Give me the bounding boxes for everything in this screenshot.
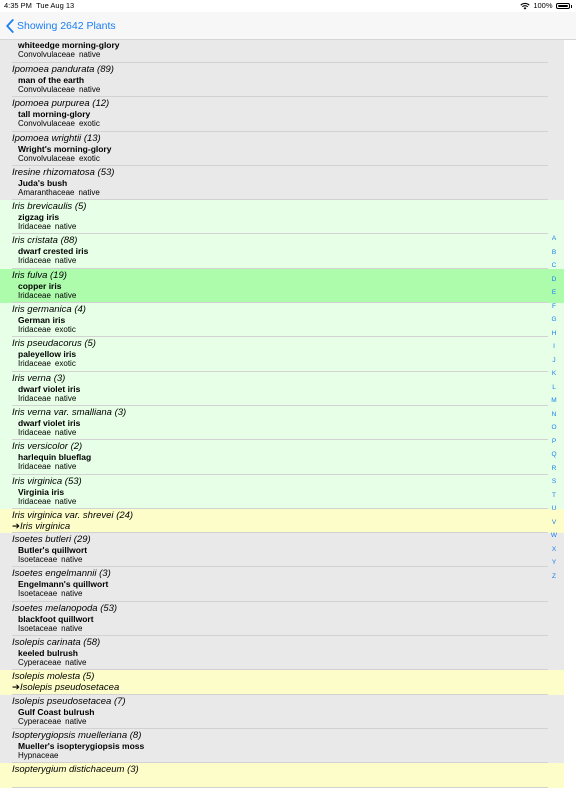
scientific-name [12,97,564,109]
plant-row[interactable] [0,337,564,371]
nativity-status: native [54,462,77,472]
plant-row[interactable] [0,729,564,763]
family-name: Hypnaceae [18,750,59,760]
accepted-name-link: ➔Isolepis pseudosetacea [12,682,120,694]
observation-count: (5) [82,671,95,683]
nativity-status: native [61,623,83,633]
scientific-name-text: Isolepis carinata [12,637,81,649]
family-name: Cyperaceae [18,716,62,726]
synonym-row[interactable] [0,670,564,694]
index-letter-p[interactable]: P [551,437,557,445]
index-letter-k[interactable]: K [551,370,557,377]
family-line [12,589,564,599]
family-name: Iridaceae [18,256,51,266]
index-letter-o[interactable]: O [551,424,557,431]
observation-count: (2) [70,441,83,453]
scientific-name-text: Iris cristata [12,235,58,247]
nativity-status: native [78,187,100,197]
index-letter-s[interactable]: S [551,478,557,485]
observation-count: (29) [73,534,91,546]
family-name: Iridaceae [18,359,51,369]
plant-row[interactable] [0,63,564,97]
nativity-status: native [78,50,101,59]
family-line [12,291,564,301]
family-name: Iridaceae [18,496,51,506]
plant-row[interactable] [0,166,564,200]
status-date-text: Tue Aug 13 [36,1,75,10]
nativity-status: exotic [78,153,100,163]
index-letter-h[interactable]: H [551,329,557,337]
index-letter-e[interactable]: E [551,289,557,296]
index-letter-x[interactable]: X [551,545,557,553]
family-name: Iridaceae [18,325,51,335]
scientific-name [12,440,564,452]
observation-count: (88) [60,235,78,247]
family-line [12,325,564,335]
scientific-name-text: Iris brevicaulis [12,201,73,213]
back-button[interactable] [6,17,116,35]
family-name: Isoetaceae [18,623,58,633]
observation-count: (5) [74,201,87,213]
observation-count: (13) [83,132,101,144]
scientific-name [12,509,564,521]
common-name: blackfoot quillwort [18,613,94,624]
scientific-name-text: Isoetes butleri [12,534,72,546]
common-name: dwarf crested iris [18,246,89,257]
status-right [520,0,572,12]
family-name: Iridaceae [18,222,51,232]
back-button-label: Showing 2642 Plants [17,20,116,32]
scientific-name-text: Ipomoea wrightii [12,132,82,144]
scientific-name [12,636,564,648]
common-name: dwarf violet iris [18,383,81,394]
scientific-name [12,695,564,707]
scientific-name [12,132,564,144]
plant-row[interactable] [0,406,564,440]
family-line [12,256,564,266]
scientific-name [12,303,564,315]
observation-count: (5) [84,338,96,350]
common-name: copper iris [18,280,62,291]
synonym-row[interactable] [0,763,564,787]
nativity-status: native [54,290,77,300]
scientific-name-text: Isopterygium distichaceum [12,764,125,776]
observation-count: (89) [97,64,114,75]
family-name: Iridaceae [18,462,51,472]
index-letter-u[interactable]: U [551,505,557,512]
family-name: Isoetaceae [18,589,58,599]
family-line [12,462,564,472]
family-line [12,717,564,727]
plant-row[interactable] [0,475,564,509]
scientific-name-text: Iris verna [12,372,52,384]
family-line [12,188,564,198]
nativity-status: native [78,85,101,94]
family-line [12,497,564,507]
scientific-name [12,234,564,246]
index-letter-z[interactable]: Z [552,572,556,580]
status-time-text: 4:35 PM [4,1,32,10]
family-line [12,751,564,761]
family-line [12,85,564,95]
scientific-name-text: Isoetes engelmannii [12,568,97,580]
index-letter-c[interactable]: C [551,262,557,269]
index-letter-d[interactable]: D [551,275,557,283]
plant-row[interactable] [0,567,564,601]
common-name: Mueller's isopterygiopsis moss [18,740,145,751]
nativity-status: native [65,716,87,726]
scientific-name-text: Iris verna var. smalliana [12,406,112,418]
scientific-name [12,602,564,614]
family-line [12,119,564,129]
plant-row[interactable] [0,372,564,406]
family-name: Amaranthaceae [18,187,75,197]
family-name: Isoetaceae [18,555,58,565]
wifi-icon [520,2,530,10]
nativity-status: native [65,658,87,668]
family-line [12,428,564,438]
nativity-status: exotic [78,119,100,129]
common-name: Butler's quillwort [18,545,88,556]
common-name: German iris [18,315,66,326]
common-name: Wright's morning-glory [18,143,112,154]
nativity-status: native [54,256,77,266]
scientific-name-text: Iris pseudacorus [12,338,82,350]
plant-row[interactable] [0,602,564,636]
observation-count: (7) [113,695,126,707]
nativity-status: native [54,496,77,506]
scientific-name [12,475,564,487]
index-letter-f[interactable]: F [552,302,556,310]
family-name: Convolvulaceae [18,119,75,129]
scientific-name-text: Iris versicolor [12,441,68,453]
battery-percent: 100% [533,1,553,10]
plant-row[interactable] [0,234,564,268]
scientific-name-text: Ipomoea pandurata [12,64,95,75]
index-letter-l[interactable]: L [552,383,556,391]
status-bar [0,0,576,12]
family-name: Convolvulaceae [18,153,75,163]
observation-count: (3) [114,406,127,418]
observation-count: (4) [74,304,86,316]
plant-row[interactable] [0,269,564,303]
scientific-name-text: Isolepis molesta [12,671,81,683]
family-name: Cyperaceae [18,658,62,668]
common-name: dwarf violet iris [18,417,81,428]
scientific-name-text: Isolepis pseudosetacea [12,695,112,707]
index-letter-r[interactable]: R [551,464,557,472]
common-name: whiteedge morning-glory [18,40,120,50]
alphabet-index[interactable] [548,232,560,583]
plant-row[interactable] [0,440,564,474]
scientific-name-text: Ipomoea purpurea [12,98,90,110]
scientific-name [12,406,564,418]
scientific-name [12,372,564,384]
observation-count: (3) [99,568,111,580]
nav-bar [0,12,576,40]
scientific-name-text: Iresine rhizomatosa [12,166,95,178]
common-name: Engelmann's quillwort [18,579,109,590]
observation-count: (53) [100,602,118,614]
index-letter-b[interactable]: B [551,248,557,256]
family-line [12,359,564,369]
family-name: Iridaceae [18,290,51,300]
index-letter-m[interactable]: M [551,397,557,404]
observation-count: (8) [129,729,142,741]
nativity-status: native [61,555,83,565]
family-line [12,394,564,404]
family-name: Iridaceae [18,427,51,437]
family-line [12,222,564,232]
plant-row[interactable] [0,303,564,337]
scientific-name-text: Isopterygiopsis muelleriana [12,729,128,741]
observation-count: (3) [53,372,66,384]
index-letter-i[interactable]: I [553,343,555,350]
observation-count: (24) [116,509,134,521]
family-line [12,555,564,565]
common-name: harlequin blueflag [18,452,92,463]
scientific-name [12,63,564,75]
observation-count: (53) [64,475,82,487]
nativity-status: exotic [54,325,76,335]
accepted-name-link: ➔Iris virginica [12,520,71,532]
index-letter-y[interactable]: Y [551,559,557,566]
scientific-name [12,337,564,349]
observation-count: (58) [83,637,101,649]
family-line [12,658,564,668]
nativity-status: exotic [54,359,76,369]
chevron-left-icon [6,19,14,33]
common-name: keeled bulrush [18,648,78,659]
scientific-name [12,200,564,212]
index-letter-q[interactable]: Q [551,451,557,458]
nativity-status: native [54,222,77,232]
common-name: Juda's bush [18,177,68,188]
scientific-name [12,533,564,545]
scientific-name [12,567,564,579]
scientific-name [12,729,564,741]
observation-count: (53) [97,166,115,178]
synonym-row[interactable] [0,509,564,533]
nativity-status: native [54,393,77,403]
family-name: Convolvulaceae [18,85,75,94]
scientific-name-text: Iris fulva [12,269,48,281]
scientific-name [12,166,564,178]
plant-list[interactable] [0,40,564,776]
family-name: Iridaceae [18,393,51,403]
common-name: Gulf Coast bulrush [18,706,95,717]
scientific-name-text: Iris virginica var. shrevei [12,509,114,521]
plant-row[interactable] [0,636,564,670]
index-letter-j[interactable]: J [552,356,556,364]
scientific-name [12,670,564,682]
common-name: man of the earth [18,75,85,85]
scientific-name [12,763,564,775]
plant-row[interactable] [0,97,564,131]
plant-row[interactable] [0,533,564,567]
scientific-name [12,269,564,281]
family-line [12,624,564,634]
battery-icon [556,3,570,9]
plant-row[interactable] [0,40,564,63]
scientific-name-text: Isoetes melanopoda [12,602,98,614]
common-name: tall morning-glory [18,109,91,120]
common-name: paleyellow iris [18,349,77,360]
index-letter-g[interactable]: G [551,316,557,323]
index-letter-n[interactable]: N [551,410,557,418]
observation-count: (12) [92,98,110,110]
observation-count: (3) [127,764,139,776]
plant-row[interactable] [0,132,564,166]
observation-count: (19) [50,269,67,281]
family-line [12,154,564,164]
status-time [4,0,74,12]
nativity-status: native [61,589,83,599]
plant-row[interactable] [0,695,564,729]
plant-row[interactable] [0,200,564,234]
nativity-status: native [54,427,77,437]
common-name: zigzag iris [18,212,60,223]
scientific-name-text: Iris virginica [12,475,63,487]
common-name: Virginia iris [18,486,65,497]
index-letter-w[interactable]: W [550,532,558,539]
scientific-name-text: Iris germanica [12,304,72,316]
family-name: Convolvulaceae [18,50,75,59]
index-letter-t[interactable]: T [552,491,556,499]
family-line [12,50,564,60]
battery-tip [571,5,573,8]
index-letter-v[interactable]: V [551,518,557,526]
index-letter-a[interactable]: A [551,235,557,242]
